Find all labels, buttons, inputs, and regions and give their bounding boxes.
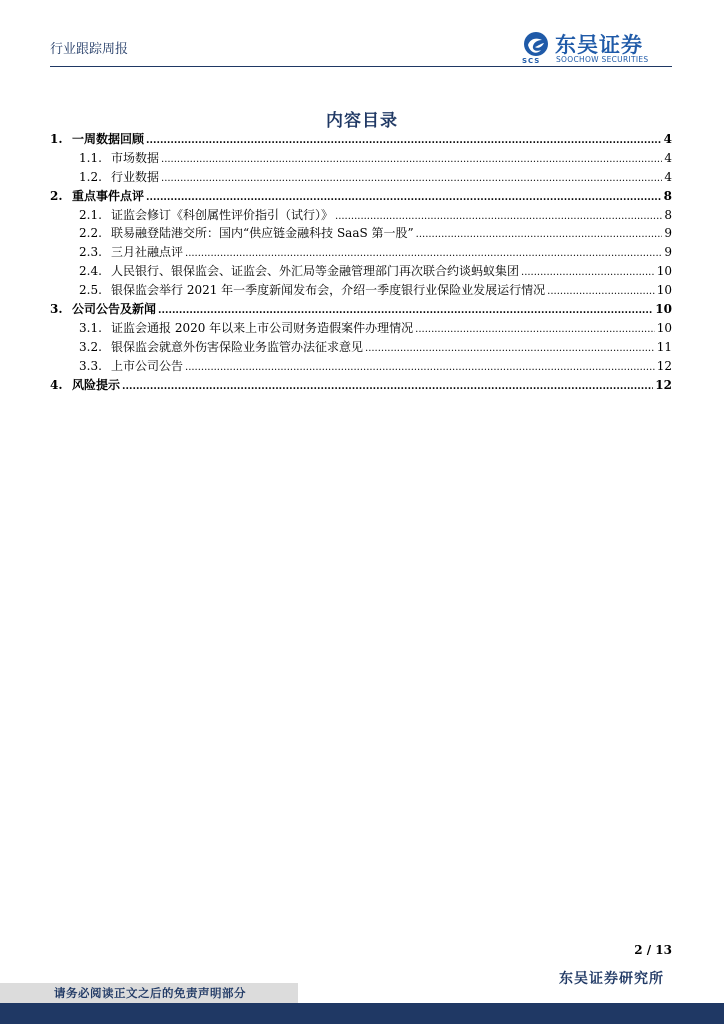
toc-entry-number: 1.2. (79, 169, 102, 184)
page-number: 2 / 13 (634, 943, 672, 957)
toc-entry-title: 行业数据 (111, 169, 160, 184)
logo-cn-text: 东吴证券 (555, 33, 643, 57)
toc-entry-title: 人民银行、银保监会、证监会、外汇局等金融管理部门再次联合约谈蚂蚁集团 (111, 264, 520, 279)
toc-entry[interactable] (50, 224, 672, 243)
toc-leader-dots (547, 283, 655, 302)
toc-entry-page: 4 (663, 132, 672, 146)
toc-entry-page: 4 (664, 169, 672, 184)
toc-entry[interactable] (50, 130, 672, 149)
toc-entry[interactable] (50, 319, 672, 338)
toc-entry[interactable] (50, 300, 672, 319)
table-of-contents (50, 130, 672, 394)
toc-entry-page: 9 (664, 226, 672, 241)
toc-entry-title: 证监会修订《科创属性评价指引（试行）》 (111, 207, 334, 222)
toc-entry-page: 12 (655, 377, 672, 392)
report-type-label: 行业跟踪周报 (50, 42, 129, 57)
footer-disclaimer: 请务必阅读正文之后的免责声明部分 (54, 986, 246, 1000)
toc-entry[interactable] (50, 206, 672, 225)
toc-entry[interactable] (50, 243, 672, 262)
toc-entry-title: 上市公司公告 (111, 358, 184, 373)
toc-entry-page: 8 (663, 188, 672, 203)
header-divider (50, 66, 672, 67)
toc-entry-number: 2.3. (79, 245, 102, 260)
toc-entry-title: 市场数据 (111, 150, 160, 165)
toc-entry-title: 公司公告及新闻 (72, 302, 157, 317)
toc-entry-title: 银保监会就意外伤害保险业务监管办法征求意见 (111, 339, 364, 354)
toc-entry-title: 三月社融点评 (111, 245, 184, 260)
toc-leader-dots (185, 359, 655, 378)
toc-leader-dots (415, 321, 655, 340)
toc-entry[interactable] (50, 168, 672, 187)
toc-leader-dots (416, 226, 662, 245)
toc-entry-number: 2.2. (79, 226, 102, 241)
footer-band (0, 1003, 724, 1024)
toc-entry-title: 一周数据回顾 (72, 132, 145, 146)
toc-entry[interactable] (50, 281, 672, 300)
soochow-logo (522, 31, 672, 65)
toc-entry-page: 10 (655, 302, 672, 317)
toc-leader-dots (146, 132, 662, 151)
toc-leader-dots (122, 378, 653, 397)
toc-entry-page: 10 (656, 264, 672, 279)
toc-entry-page: 4 (664, 150, 672, 165)
toc-entry-number: 2.1. (79, 207, 102, 222)
toc-entry-title: 风险提示 (72, 377, 121, 392)
toc-entry-title: 证监会通报 2020 年以来上市公司财务造假案件办理情况 (111, 320, 414, 335)
toc-entry-page: 9 (664, 245, 672, 260)
toc-entry-number: 2.5. (79, 283, 102, 298)
logo-en-text: SOOCHOW SECURITIES (556, 55, 649, 64)
logo-mark-icon (522, 31, 550, 59)
toc-entry-title: 联易融登陆港交所：国内“供应链金融科技 SaaS 第一股” (111, 226, 414, 241)
toc-entry[interactable] (50, 262, 672, 281)
toc-entry[interactable] (50, 338, 672, 357)
toc-entry-number: 2.4. (79, 264, 102, 279)
footer-institute: 东吴证券研究所 (559, 971, 664, 987)
toc-entry-title: 重点事件点评 (72, 188, 145, 203)
toc-entry-number: 1. (50, 132, 63, 146)
toc-entry-page: 10 (656, 283, 672, 298)
toc-entry-page: 12 (656, 358, 672, 373)
toc-title: 内容目录 (326, 111, 398, 131)
toc-entry[interactable] (50, 187, 672, 206)
toc-entry[interactable] (50, 357, 672, 376)
toc-entry[interactable] (50, 376, 672, 395)
toc-entry-number: 1.1. (79, 150, 102, 165)
toc-entry-page: 8 (664, 207, 672, 222)
toc-leader-dots (161, 151, 662, 170)
toc-entry-number: 3. (50, 302, 63, 317)
toc-entry-page: 10 (656, 320, 672, 335)
toc-entry-number: 3.1. (79, 320, 102, 335)
toc-entry-number: 3.3. (79, 358, 102, 373)
toc-leader-dots (161, 170, 662, 189)
toc-entry-number: 3.2. (79, 339, 102, 354)
toc-entry-page: 11 (656, 339, 672, 354)
toc-entry-number: 4. (50, 377, 63, 392)
toc-entry-title: 银保监会举行 2021 年一季度新闻发布会，介绍一季度银行业保险业发展运行情况 (111, 283, 546, 298)
toc-leader-dots (365, 340, 655, 359)
footer-bar (0, 983, 724, 1024)
toc-entry-number: 2. (50, 188, 63, 203)
toc-entry[interactable] (50, 149, 672, 168)
logo-abbr: SCS (522, 57, 541, 65)
